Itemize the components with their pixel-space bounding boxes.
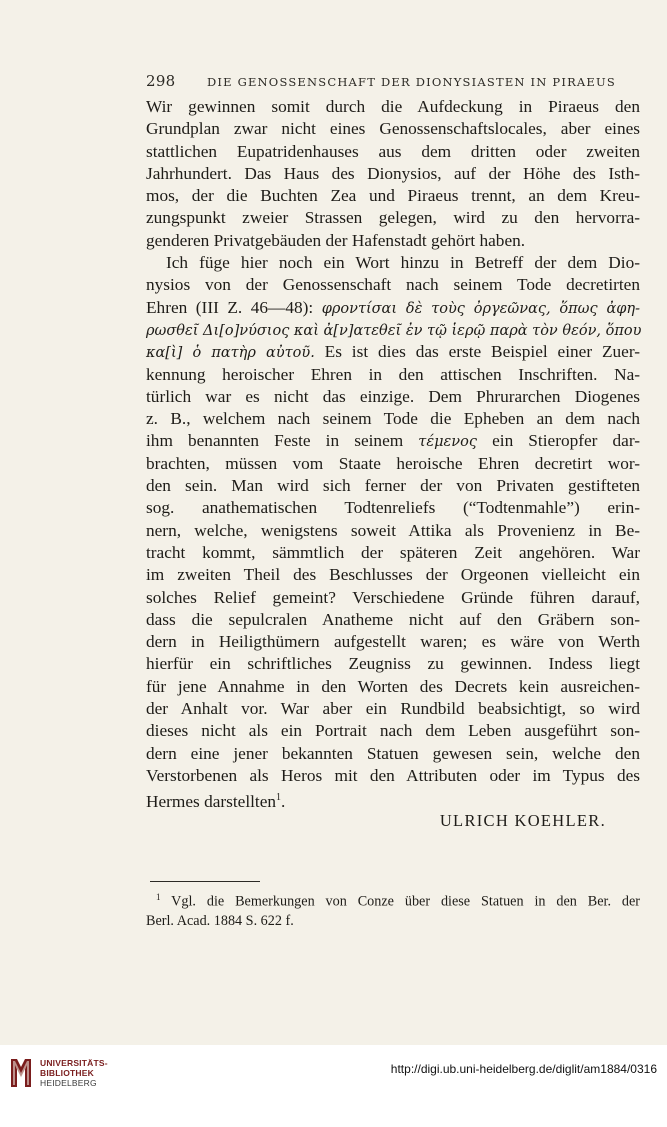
text-fragment: Vgl. die Bemerkungen von Conze über diese Statuen in den Ber. der [171, 893, 640, 910]
body-text [146, 96, 640, 832]
logo-text [40, 1058, 108, 1088]
text-fragment: Hermes darstellten [146, 791, 277, 811]
text-line: dieses nicht als ein Portrait nach dem Leben ausgeführt son- [146, 721, 640, 741]
permalink-url[interactable]: http://digi.ub.uni-heidelberg.de/diglit/am1884/0316 [390, 1062, 657, 1076]
footnote-line [146, 888, 640, 912]
text-line: z. B., welchem nach seinem Tode die Epheben an dem nach [146, 409, 640, 429]
running-title: DIE GENOSSENSCHAFT DER DIONYSIASTEN IN PIRAEUS [206, 75, 616, 89]
text-line: für jene Annahme in den Worten des Decrets kein ausreichen- [146, 676, 640, 696]
greek-word: τέμενος [418, 434, 477, 451]
greek-quote: ρωσθεῖ Δι[ο]νύσιος καὶ ἀ[ν]ατεθεῖ ἐν τῷ ἱερῷ παρὰ τὸν θεόν, ὅπου [146, 322, 642, 339]
text-line: Grundplan zwar nicht eines Genossenschaftslocales, aber eines [146, 119, 640, 139]
footnote-reference[interactable]: 1 [276, 792, 282, 804]
text-line: dern eine jener bekannten Statuen gewesen sein, welche den [146, 743, 640, 763]
text-line: Ich füge hier noch ein Wort hinzu in Betreff der dem Dio- [166, 253, 640, 273]
text-line: hierfür ein schriftliches Zeugniss zu gewinnen. Indess liegt [146, 654, 640, 674]
viewer-footer [0, 1045, 667, 1127]
text-line: den sein. Man wird sich ferner der von Privaten gestifteten [146, 476, 640, 496]
text-line: im zweiten Theil des Beschlusses der Orgeonen vielleicht ein [146, 565, 640, 585]
text-line: sog. anathematischen Todtenreliefs (“Todtenmahle”) erin- [146, 498, 640, 518]
text-line: mos, der die Buchten Zea und Piraeus trennt, an dem Kreu- [146, 186, 640, 206]
text-line: türlich war es nicht das einzige. Dem Phrurarchen Diogenes [146, 386, 640, 406]
text-fragment: Ehren (III Z. 46—48): [146, 297, 314, 317]
text-fragment: ihm benannten Feste in seinem [146, 431, 404, 451]
last-text-line [146, 787, 640, 809]
author-signature: ULRICH KOEHLER. [439, 810, 606, 830]
greek-quote: κα[ὶ] ὁ πατὴρ αὐτοῦ. [146, 345, 315, 362]
greek-inline-line [146, 430, 640, 452]
page-header [146, 72, 616, 90]
text-line: tracht kommt, sämmtlich der späteren Zeit angehören. War [146, 542, 640, 562]
text-line: genderen Privatgebäuden der Hafenstadt gehört haben. [146, 230, 526, 250]
text-line: brachten, müssen vom Staate heroische Ehren decretirt wor- [146, 453, 640, 473]
footnote-marker: 1 [156, 892, 161, 902]
footnote-divider [150, 881, 260, 882]
greek-quote: φροντίσαι δὲ τοὺς ὀργεῶνας, ὅπως ἀφη- [321, 300, 640, 317]
text-line: der Anhalt vor. War aber ein Rundbild beabsichtigt, so wird [146, 699, 640, 719]
greek-citation-line [146, 341, 640, 363]
text-line: zungspunkt zweier Strassen gelegen, wird zu den hervorra- [146, 208, 640, 228]
text-line: nern, welche, wenigstens soweit Attika als Provenienz in Be- [146, 520, 640, 540]
text-line: dass die sepulcralen Anatheme nicht auf den Gräbern son- [146, 609, 640, 629]
text-fragment: ein Stieropfer dar- [492, 431, 640, 451]
text-line: stattlichen Eupatridenhauses aus dem dritten oder zweiten [146, 141, 640, 161]
text-line: solches Relief gemeint? Verschiedene Gründe führen darauf, [146, 587, 640, 607]
logo-line: HEIDELBERG [40, 1078, 97, 1088]
text-fragment: . [281, 791, 286, 811]
greek-citation-line [146, 319, 640, 341]
greek-citation-line [146, 297, 640, 319]
logo-line: UNIVERSITÄTS- [40, 1058, 108, 1068]
text-line: Verstorbenen als Heros mit den Attributen oder im Typus des [146, 765, 640, 785]
text-fragment: Es ist dies das erste Beispiel einer Zuer- [324, 342, 640, 362]
text-line: kennung heroischer Ehren in den attischen Inschriften. Na- [146, 364, 640, 384]
footnote [146, 888, 640, 931]
footnote-line: Berl. Acad. 1884 S. 622 f. [146, 912, 294, 929]
text-line: nysios von der Genossenschaft nach seinem Tode decretirten [146, 275, 640, 295]
page-number: 298 [146, 72, 176, 90]
text-line: Jahrhundert. Das Haus des Dionysios, auf der Höhe des Isth- [146, 163, 640, 183]
library-seal-icon [8, 1055, 34, 1091]
text-line: dern in Heiligthümern aufgestellt waren; es wäre von Werth [146, 632, 640, 652]
logo-line: BIBLIOTHEK [40, 1068, 94, 1078]
text-line: Wir gewinnen somit durch die Aufdeckung in Piraeus den [146, 97, 640, 116]
library-logo[interactable] [8, 1055, 108, 1091]
